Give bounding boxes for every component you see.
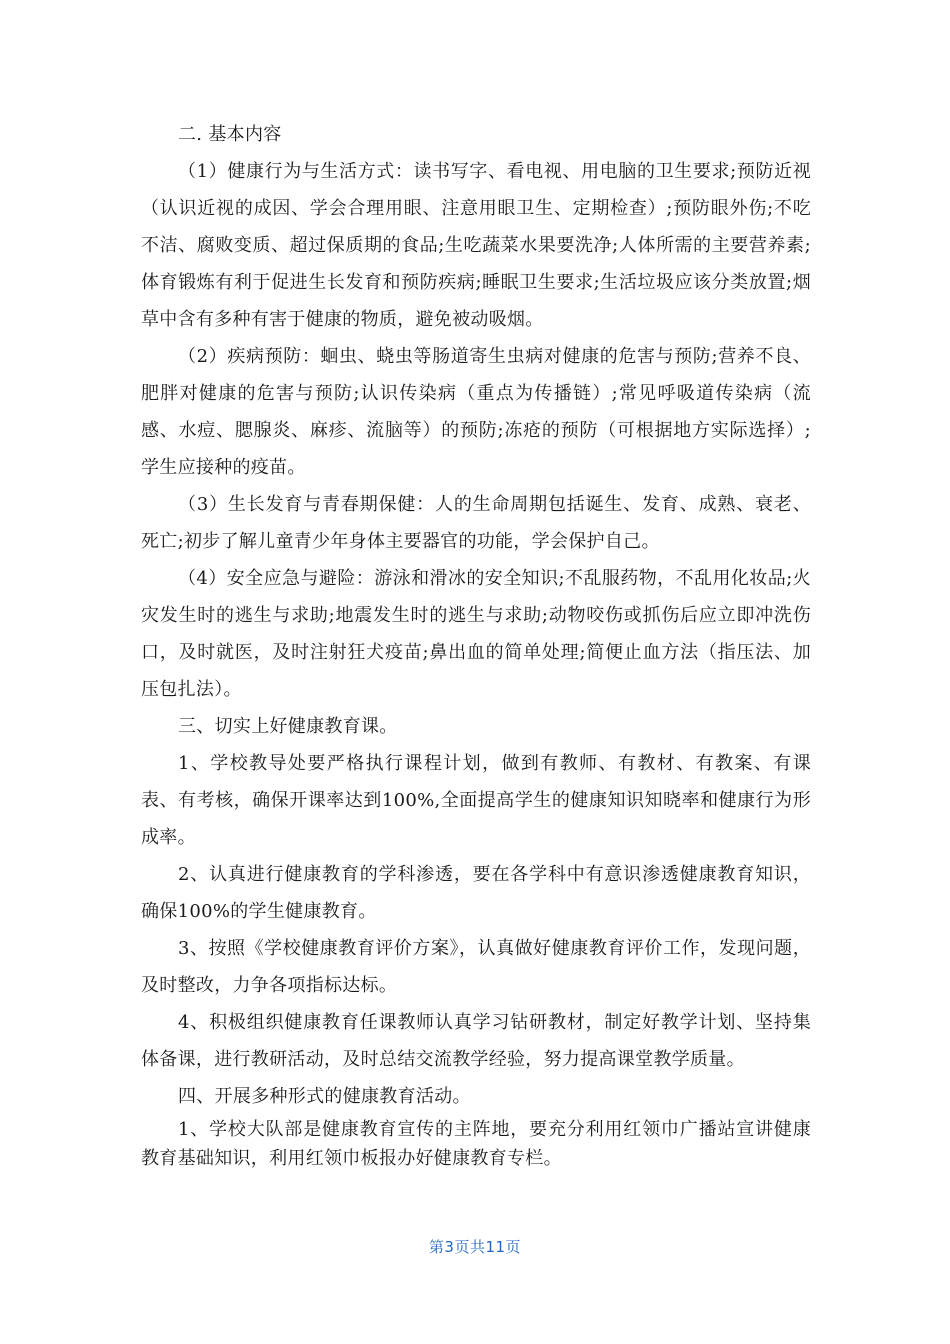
page-number-footer: 第3页共11页	[428, 1238, 522, 1256]
paragraph-health-behavior: （1）健康行为与生活方式：读书写字、看电视、用电脑的卫生要求;预防近视（认识近视的成因、学会合理用眼、注意用眼卫生、定期检查）;预防眼外伤;不吃不洁、腐败变质、超过保质期的食品;生吃蔬菜水果要洗净;人体所需的主要营养素;体育锻炼有利于促进生长发育和预防疾病;睡眠卫生要求;生活垃圾应该分类放置;烟草中含有多种有害于健康的物质，避免被动吸烟。	[141, 161, 811, 330]
paragraph-item-3-evaluation: 3、按照《学校健康教育评价方案》，认真做好健康教育评价工作，发现问题，及时整改，力争各项指标达标。	[141, 938, 811, 996]
paragraph-item-1-curriculum: 1、学校教导处要严格执行课程计划，做到有教师、有教材、有教案、有课表、有考核，确保开课率达到100%,全面提高学生的健康知识知晓率和健康行为形成率。	[141, 753, 811, 848]
section-heading-basic-content: 二. 基本内容	[178, 124, 282, 145]
document-body	[141, 116, 811, 1173]
paragraph-disease-prevention: （2）疾病预防：蛔虫、蛲虫等肠道寄生虫病对健康的危害与预防;营养不良、肥胖对健康的危害与预防;认识传染病（重点为传播链）;常见呼吸道传染病（流感、水痘、腮腺炎、麻疹、流脑等）的预防;冻疮的预防（可根据地方实际选择）;学生应接种的疫苗。	[141, 346, 811, 478]
paragraph-safety-emergency: （4）安全应急与避险：游泳和滑冰的安全知识;不乱服药物，不乱用化妆品;火灾发生时的逃生与求助;地震发生时的逃生与求助;动物咬伤或抓伤后应立即冲洗伤口，及时就医，及时注射狂犬疫苗;鼻出血的简单处理;简便止血方法（指压法、加压包扎法）。	[141, 568, 811, 700]
paragraph-growth-development: （3）生长发育与青春期保健：人的生命周期包括诞生、发育、成熟、衰老、死亡;初步了解儿童青少年身体主要器官的功能，学会保护自己。	[141, 494, 811, 552]
paragraph-activities-item-1: 1、学校大队部是健康教育宣传的主阵地，要充分利用红领巾广播站宣讲健康教育基础知识，利用红领巾板报办好健康教育专栏。	[141, 1119, 811, 1169]
paragraph-item-4-teacher-study: 4、积极组织健康教育任课教师认真学习钻研教材，制定好教学计划、坚持集体备课，进行教研活动，及时总结交流教学经验，努力提高课堂教学质量。	[141, 1012, 811, 1070]
paragraph-item-2-subject-integration: 2、认真进行健康教育的学科渗透，要在各学科中有意识渗透健康教育知识，确保100%的学生健康教育。	[141, 864, 811, 922]
section-heading-activities: 四、开展多种形式的健康教育活动。	[178, 1086, 471, 1107]
section-heading-health-classes: 三、切实上好健康教育课。	[178, 716, 398, 737]
